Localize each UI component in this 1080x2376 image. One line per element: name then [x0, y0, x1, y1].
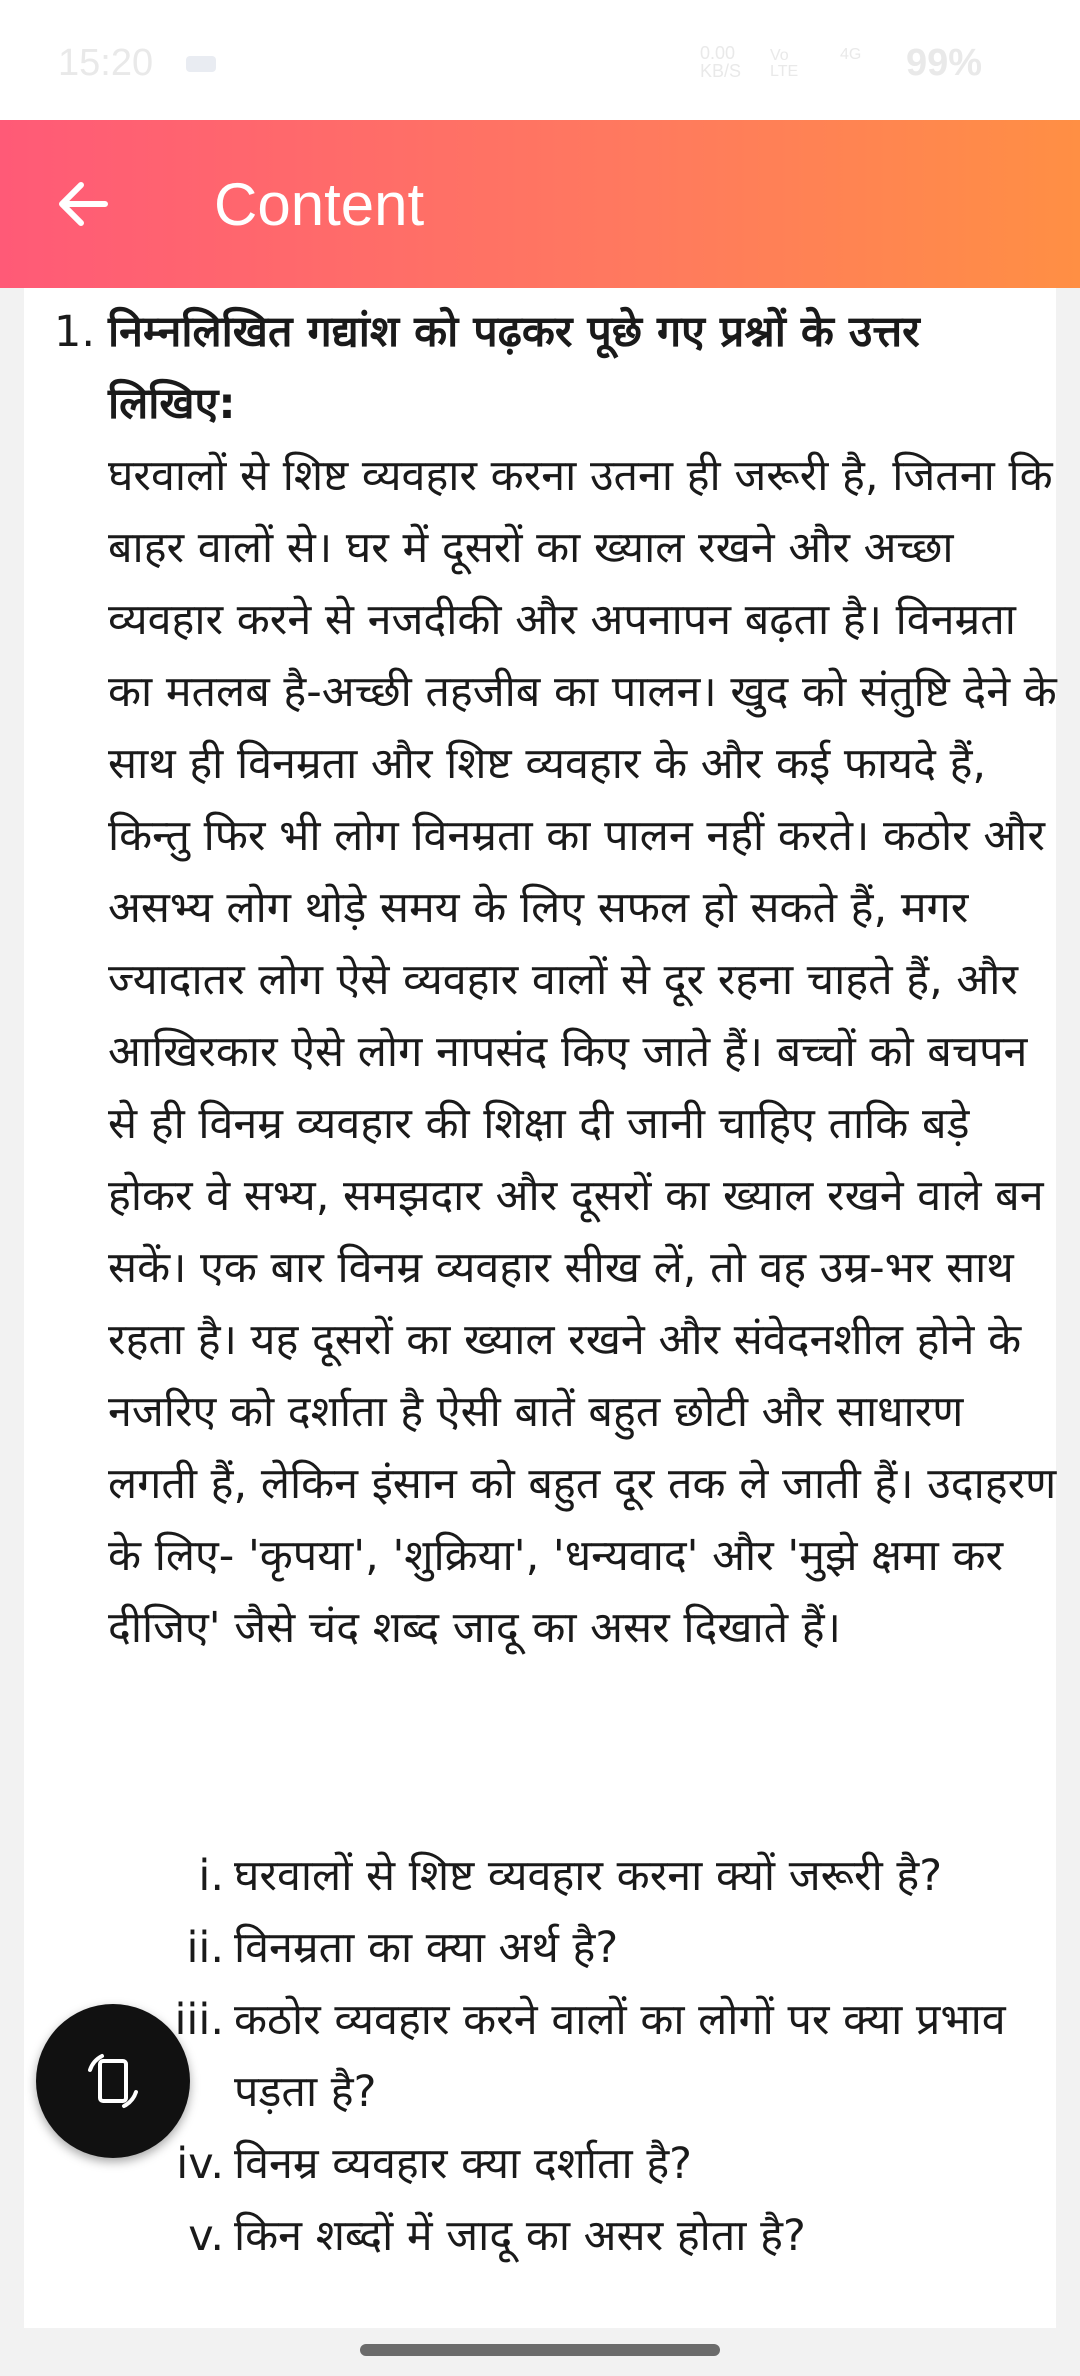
sub-question-number: iv. — [176, 2139, 224, 2189]
sub-question-text: किन शब्दों में जादू का असर होता है? — [234, 2211, 806, 2261]
battery-level: 99% — [906, 42, 983, 84]
page-title: Content — [214, 170, 425, 238]
sub-question-text: विनम्रता का क्या अर्थ है? — [234, 1923, 619, 1973]
sub-question — [108, 1984, 1028, 2128]
sub-question-number: iii. — [174, 1995, 224, 2045]
sub-question-text: कठोर व्यवहार करने वालों का लोगों पर क्या प्रभाव पड़ता है? — [234, 1995, 1006, 2117]
sub-question-number: v. — [188, 2211, 224, 2261]
app-bar — [0, 120, 1080, 288]
status-time: 15:20 — [58, 42, 154, 84]
home-indicator[interactable] — [360, 2344, 720, 2356]
notification-icon — [186, 56, 216, 72]
sub-question-text: विनम्र व्यवहार क्या दर्शाता है? — [234, 2139, 693, 2189]
arrow-left-icon — [55, 176, 111, 232]
question-body — [108, 296, 1058, 1664]
sub-question-number: ii. — [186, 1923, 224, 1973]
sub-question-text: घरवालों से शिष्ट व्यवहार करना क्यों जरूरी है? — [234, 1851, 943, 1901]
net-speed: 0.00 KB/S — [700, 43, 742, 81]
sub-question-list — [108, 1840, 1028, 2272]
network-type: Vo LTE — [770, 47, 799, 80]
sub-question — [108, 1840, 1028, 1912]
question-title: निम्नलिखित गद्यांश को पढ़कर पूछे गए प्रश्नों के उत्तर लिखिए: — [108, 307, 920, 429]
sub-question — [108, 1912, 1028, 1984]
sub-question — [108, 2128, 1028, 2200]
rotate-screen-button[interactable] — [36, 2004, 190, 2158]
sub-question — [108, 2200, 1028, 2272]
signal-icon: 4G — [840, 46, 862, 63]
sub-question-number: i. — [198, 1851, 224, 1901]
screen-rotate-icon — [78, 2046, 148, 2116]
passage-text: घरवालों से शिष्ट व्यवहार करना उतना ही जरूरी है, जितना कि बाहर वालों से। घर में दूसरों का ख्याल रखने और अच्छा व्यवहार करने से नजदीकी और अपनापन बढ़ता है। विनम्रता का मतलब है-अच्छी तहजीब का पालन। खुद को संतुष्टि देने के साथ ही विनम्रता और शिष्ट व्यवहार के और कई फायदे हैं, किन्तु फिर भी लोग विनम्रता का पालन नहीं करते। कठोर और असभ्य लोग थोड़े समय के लिए सफल हो सकते हैं, मगर ज्यादातर लोग ऐसे व्यवहार वालों से दूर रहना चाहते हैं, और आखिरकार ऐसे लोग नापसंद किए जाते हैं। बच्चों को बचपन से ही विनम्र व्यवहार की शिक्षा दी जानी चाहिए ताकि बड़े होकर वे सभ्य, समझदार और दूसरों का ख्याल रखने वाले बन सकें। एक बार विनम्र व्यवहार सीख लें, तो वह उम्र-भर साथ रहता है। यह दूसरों का ख्याल रखने और संवेदनशील होने के नजरिए को दर्शाता है ऐसी बातें बहुत छोटी और साधारण लगती हैं, लेकिन इंसान को बहुत दूर तक ले जाती हैं। उदाहरण के लिए- 'कृपया', 'शुक्रिया', 'धन्यवाद' और 'मुझे क्षमा कर दीजिए' जैसे चंद शब्द जादू का असर दिखाते हैं। — [108, 451, 1057, 1653]
back-button[interactable] — [38, 164, 128, 244]
content-card — [24, 288, 1056, 2328]
question-number: 1. — [54, 307, 96, 357]
status-bar — [0, 0, 1080, 120]
